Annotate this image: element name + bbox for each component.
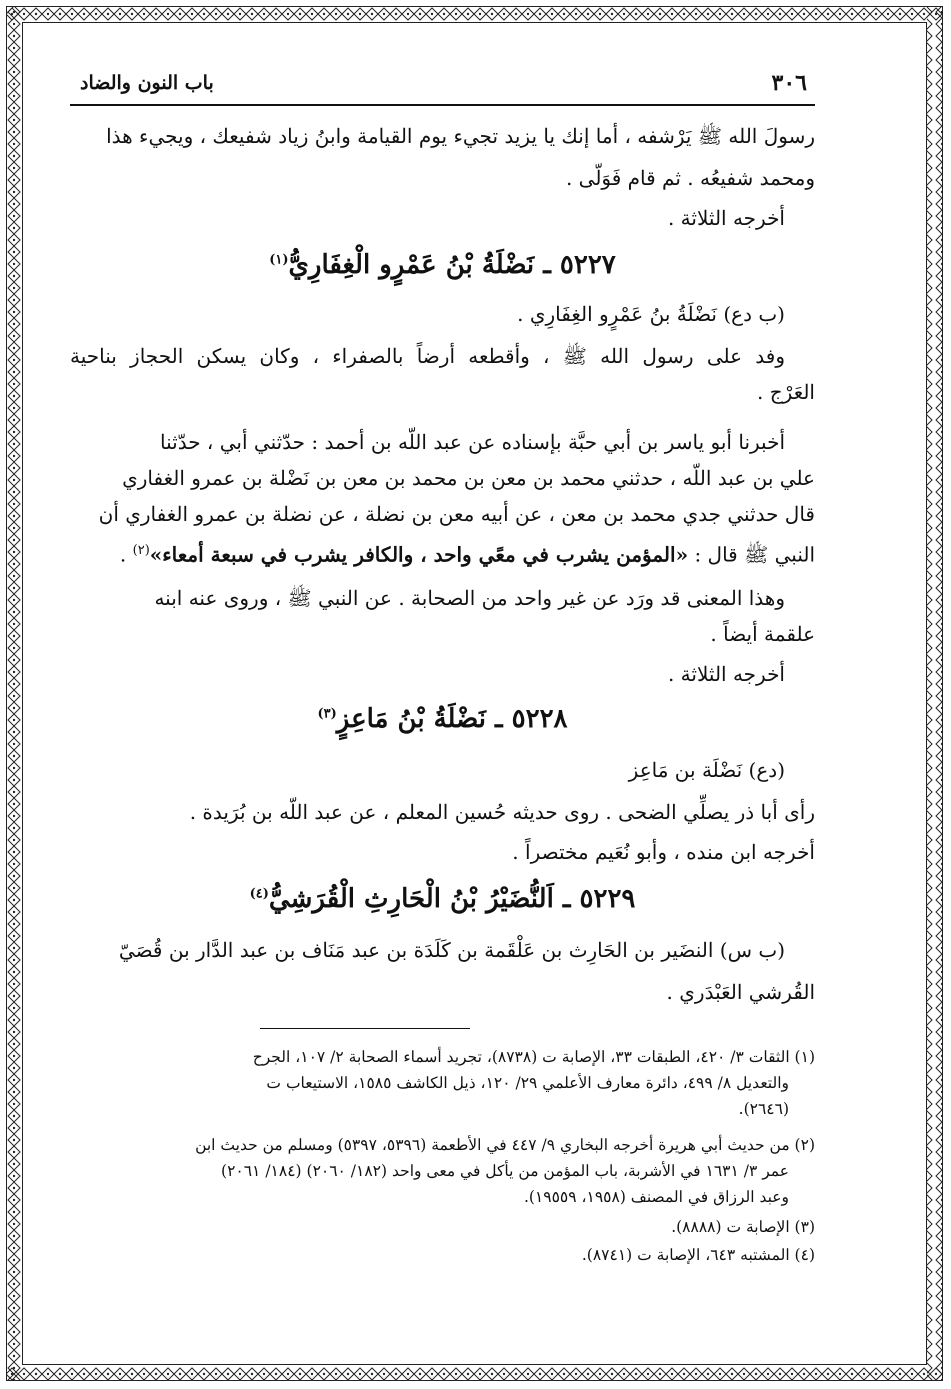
footnote-line: (٢) من حديث أبي هريرة أخرجه البخاري ٩/ ٤٤٧ في الأطعمة (٥٣٩٦، ٥٣٩٧) ومسلم من حديث ابن [195, 1136, 815, 1154]
footnote-ref: (٣) [317, 706, 337, 722]
page-number: ٣٠٦ [771, 70, 807, 96]
running-title: باب النون والضاد [80, 72, 214, 94]
hadith-quote: «المؤمن يشرب في معًي واحد ، والكافر يشرب في سبعة أمعاء» [149, 542, 689, 567]
footnote-line: (٤) المشتبه ٦٤٣، الإصابة ت (٨٧٤١). [581, 1246, 815, 1264]
paragraph-line: قال حدثني جدي محمد بن معن ، عن أبيه معن بن نضلة ، عن نضلة بن عمرو الغفاري أن [98, 502, 815, 526]
header-rule [70, 104, 815, 106]
footnote-line: وعبد الرزاق في المصنف (١٩٥٨، ١٩٥٥٩). [523, 1188, 789, 1206]
paragraph-line: (ب دع) نَضْلَةُ بنُ عَمْرٍو الغِفَارِي . [517, 302, 785, 326]
footnote-ref: (٢) [132, 543, 150, 558]
entry-heading-5227 [70, 250, 815, 280]
page-content [70, 58, 815, 1308]
footnote-line: (١) الثقات ٣/ ٤٢٠، الطبقات ٣٣، الإصابة ت (٨٧٣٨)، تجريد أسماء الصحابة ٢/ ١٠٧، الجرح [252, 1048, 815, 1066]
heading-text: ٥٢٢٩ ـ اَلنُّضَيْرُ بْنُ الْحَارِثِ الْقُرَشِيُّ [268, 884, 636, 914]
footnote-ref: (١) [269, 252, 289, 268]
paragraph-line: علقمة أيضاً . [710, 622, 815, 646]
footnote-line: (٢٦٤٦). [738, 1100, 789, 1118]
entry-heading-5229 [70, 884, 815, 914]
paragraph-line: أخبرنا أبو ياسر بن أبي حبَّة بإسناده عن عبد اللّه بن أحمد : حدّثني أبي ، حدّثنا [160, 430, 785, 454]
footnote-line: (٣) الإصابة ت (٨٨٨٨). [671, 1218, 815, 1236]
footnote-line: عمر ٣/ ١٦٣١ في الأشربة، باب المؤمن من يأكل في معى واحد (١٨٢/ ٢٠٦٠) (١٨٤/ ٢٠٦١) [221, 1162, 789, 1180]
paragraph-line: علي بن عبد اللّه ، حدثني محمد بن معن بن محمد بن معن بن نَضْلة بن عمرو الغفاري [122, 466, 815, 490]
text-span: النبي ﷺ قال : [694, 542, 815, 567]
entry-heading-5228 [70, 704, 815, 734]
paragraph-line: أخرجه الثلاثة . [667, 662, 785, 686]
footnote-line: والتعديل ٨/ ٤٩٩، دائرة معارف الأعلمي ٢٩/ ١٢٠، ذيل الكاشف ١٥٨٥، الاستيعاب ت [266, 1074, 789, 1092]
paragraph-line: القُرشي العَبْدَري . [666, 980, 815, 1004]
paragraph-line: رسولَ الله ﷺ يَرْشفه ، أما إنك يا يزيد تجيء يوم القيامة وابنُ زياد شفيعك ، ويجيء هذا [106, 124, 815, 148]
paragraph-line: وهذا المعنى قد ورَد عن غير واحد من الصحابة . عن النبي ﷺ ، وروى عنه ابنه [154, 586, 785, 610]
page-header [70, 68, 815, 108]
heading-text: ٥٢٢٨ ـ نَضْلَةُ بْنُ مَاعِزٍ [336, 704, 568, 734]
paragraph-line: أخرجه الثلاثة . [667, 206, 785, 230]
heading-text: ٥٢٢٧ ـ نَضْلَةُ بْنُ عَمْرٍو الْغِفَارِيُّ [288, 250, 616, 280]
footnote-separator [260, 1028, 470, 1029]
text-span: . [119, 542, 133, 567]
paragraph-line: ومحمد شفيعُه . ثم قام فَوَلّى . [565, 166, 815, 190]
paragraph-line: رأى أبا ذر يصلِّي الضحى . روى حديثه حُسين المعلم ، عن عبد اللّه بن بُرَيدة . [189, 800, 815, 824]
paragraph-line [70, 534, 815, 572]
paragraph-line: أخرجه ابن منده ، وأبو نُعَيم مختصراً . [512, 840, 815, 864]
paragraph-line: العَرْج . [757, 380, 815, 404]
footnote-ref: (٤) [249, 886, 269, 902]
paragraph-line: وفد على رسول الله ﷺ ، وأقطعه أرضاً بالصفراء ، وكان يسكن الحجاز بناحية [70, 344, 785, 368]
paragraph-line: (دع) نَضْلَة بن مَاعِز [628, 758, 785, 782]
paragraph-line: (ب س) النضَير بن الحَارِث بن عَلْقَمة بن كَلَدَة بن عبد مَنَاف بن عبد الدَّار بن قُصَيّ [118, 938, 785, 962]
